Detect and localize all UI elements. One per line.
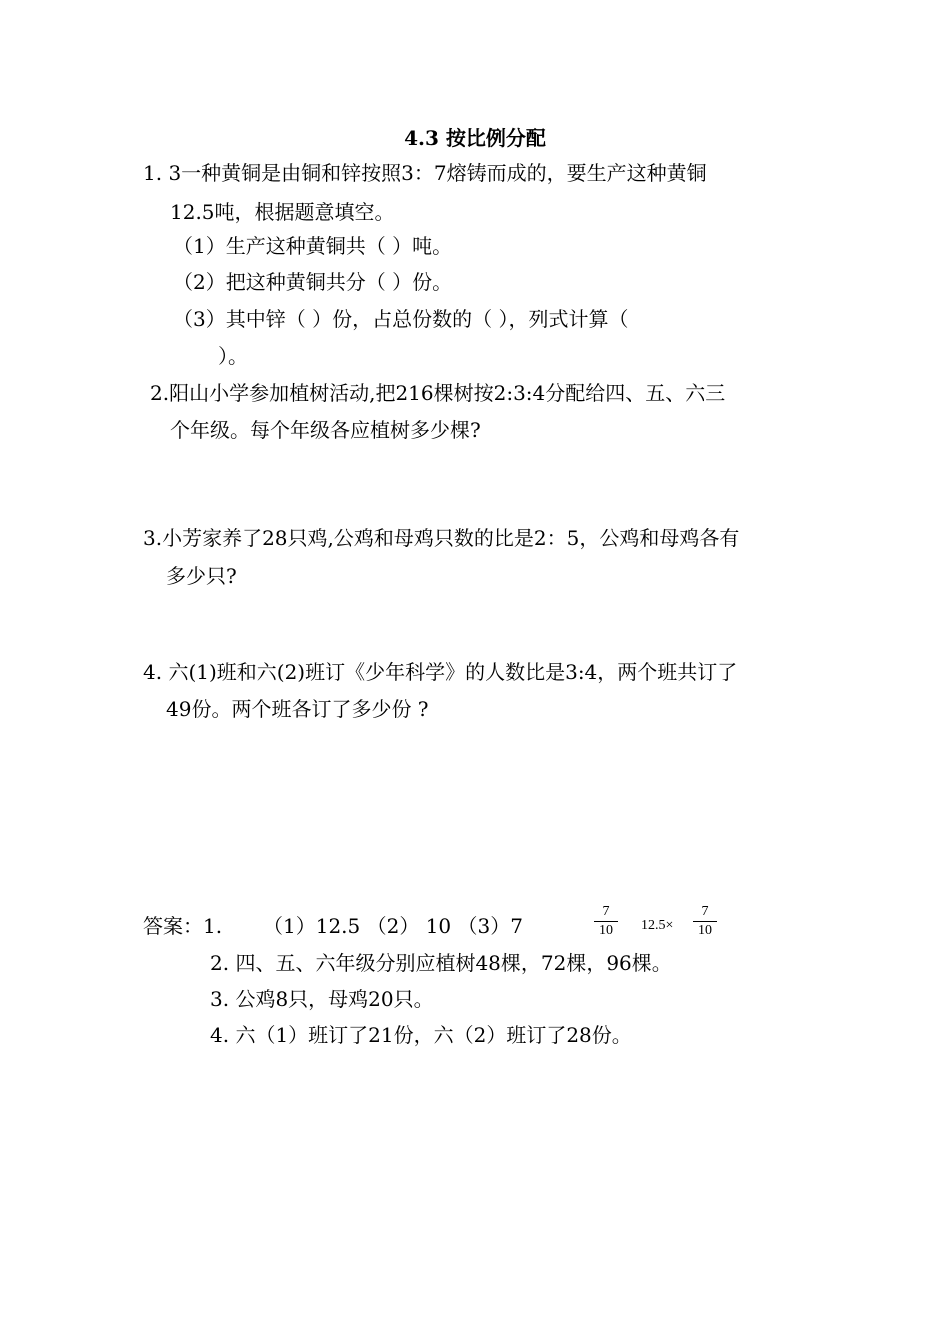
question-2-line-2: 个年级。每个年级各应植树多少棵? <box>170 418 481 442</box>
answers-label: 答案：1. <box>143 914 223 938</box>
question-4-line-1: 4. 六(1)班和六(2)班订《少年科学》的人数比是3:4，两个班共订了 <box>143 660 738 684</box>
answer-4: 4. 六（1）班订了21份，六（2）班订了28份。 <box>210 1023 632 1047</box>
question-1-sub-3: （3）其中锌（ ）份，占总份数的（ ），列式计算（ <box>173 307 629 331</box>
answer-1-fraction <box>594 904 618 939</box>
answer-1-fraction-numerator: 7 <box>602 904 610 919</box>
answer-3: 3. 公鸡8只，母鸡20只。 <box>210 987 434 1011</box>
answer-1-fraction-denominator: 10 <box>599 923 613 938</box>
answer-1-expression-prefix: 12.5× <box>641 918 674 933</box>
answer-1-expression-numerator: 7 <box>701 904 709 919</box>
answer-1-expression-denominator: 10 <box>698 923 712 938</box>
page-title: 4.3 按比例分配 <box>404 126 546 150</box>
question-4-line-2: 49份。两个班各订了多少份 ? <box>166 697 429 721</box>
question-3-line-2: 多少只? <box>166 564 237 588</box>
answer-2: 2. 四、五、六年级分别应植树48棵，72棵，96棵。 <box>210 951 672 975</box>
question-1-sub-1: （1）生产这种黄铜共（ ）吨。 <box>173 234 453 258</box>
fraction-bar <box>693 921 717 922</box>
question-1-sub-3-continued: ）。 <box>218 344 248 368</box>
question-1-sub-2: （2）把这种黄铜共分（ ）份。 <box>173 270 453 294</box>
fraction-bar <box>594 921 618 922</box>
question-1-line-2: 12.5吨，根据题意填空。 <box>170 200 395 224</box>
answer-1-parts: （1）12.5 （2） 10 （3）7 <box>263 914 523 938</box>
question-2-line-1: 2.阳山小学参加植树活动,把216棵树按2:3:4分配给四、五、六三 <box>150 381 726 405</box>
question-1-line-1: 1. 3一种黄铜是由铜和锌按照3：7熔铸而成的，要生产这种黄铜 <box>143 161 707 185</box>
answer-1-expression-fraction <box>693 904 717 939</box>
question-3-line-1: 3.小芳家养了28只鸡,公鸡和母鸡只数的比是2：5，公鸡和母鸡各有 <box>143 526 740 550</box>
